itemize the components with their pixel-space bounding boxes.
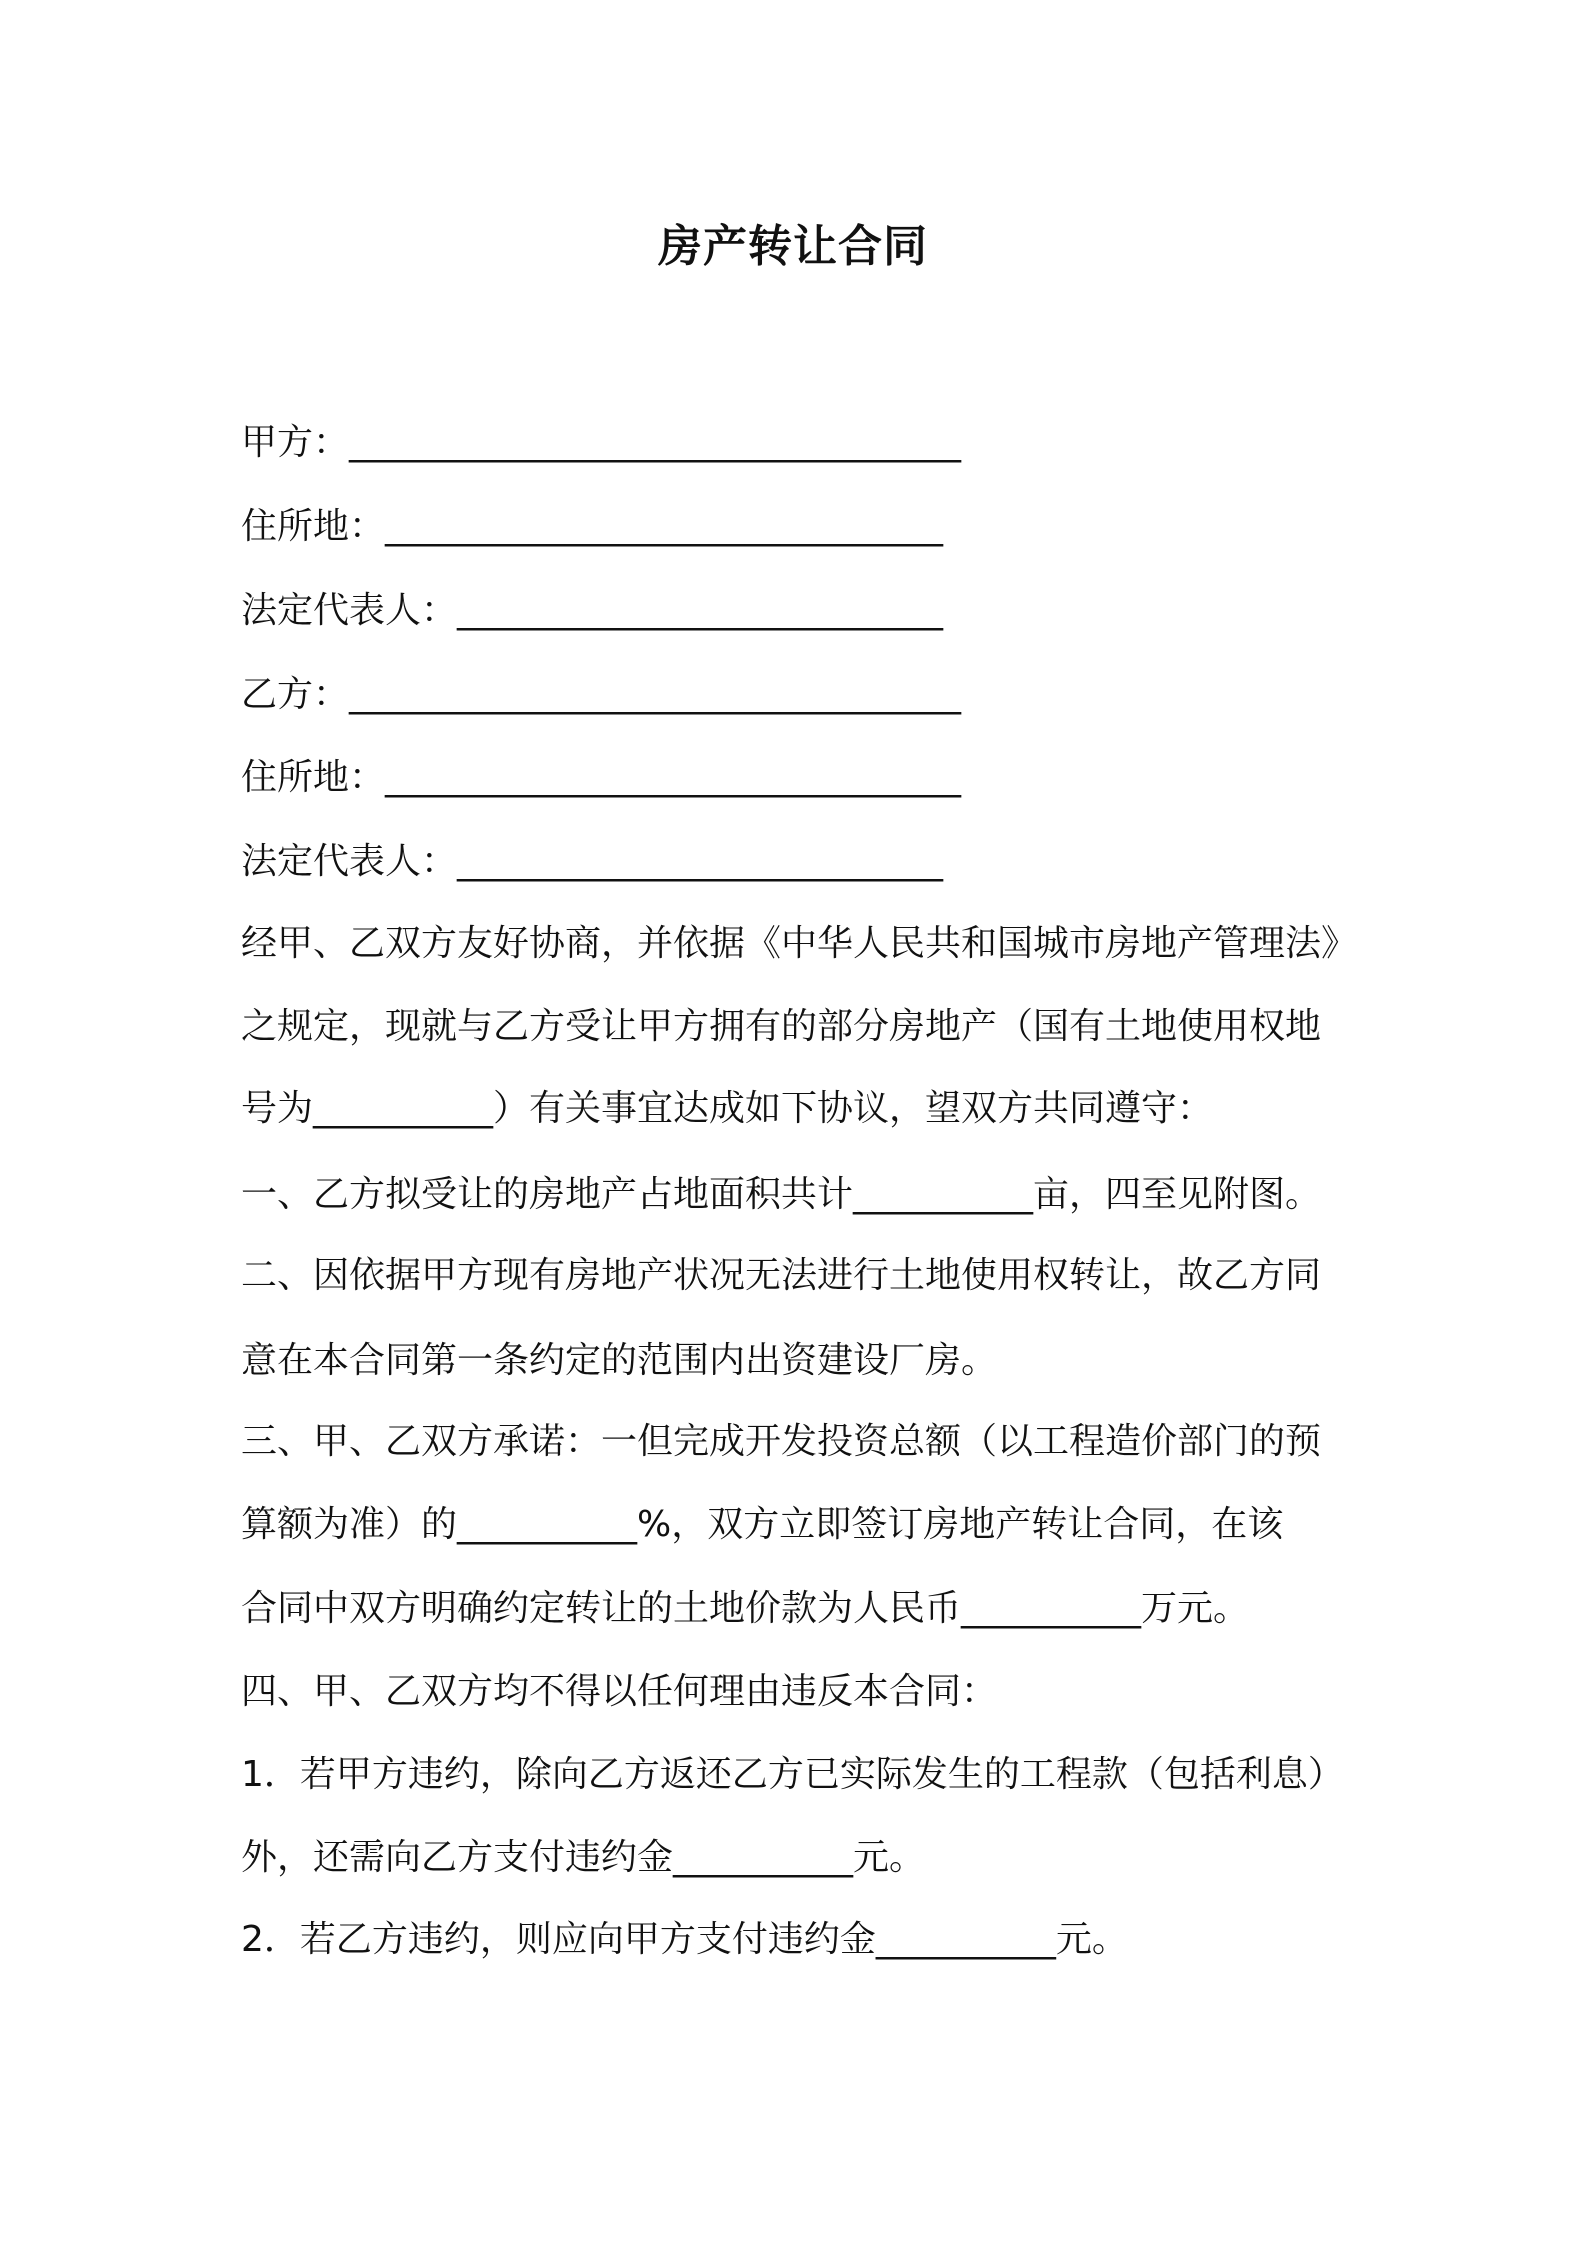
party-b-line: 乙方：__________________________________	[241, 674, 962, 715]
clause-line: 2．若乙方违约，则应向甲方支付违约金__________元。	[241, 1919, 1128, 1960]
clause-line: 1．若甲方违约，除向乙方返还乙方已实际发生的工程款（包括利息）	[241, 1754, 1344, 1795]
clause-line: 三、甲、乙双方承诺：一但完成开发投资总额（以工程造价部门的预	[241, 1421, 1322, 1462]
preamble-line: 经甲、乙双方友好协商，并依据《中华人民共和国城市房地产管理法》	[241, 923, 1358, 964]
clause-line: 合同中双方明确约定转让的土地价款为人民币__________万元。	[241, 1588, 1250, 1629]
document-title: 房产转让合同	[658, 221, 928, 272]
clause-line: 四、甲、乙双方均不得以任何理由违反本合同：	[241, 1671, 998, 1712]
clause-line: 二、因依据甲方现有房地产状况无法进行土地使用权转让，故乙方同	[241, 1255, 1322, 1296]
clause-line: 一、乙方拟受让的房地产占地面积共计__________亩，四至见附图。	[241, 1174, 1322, 1215]
party-a-address-line: 住所地：_______________________________	[241, 506, 944, 547]
party-a-line: 甲方：__________________________________	[241, 422, 962, 463]
party-b-representative-line: 法定代表人：___________________________	[241, 841, 944, 882]
party-b-address-line: 住所地：________________________________	[241, 757, 962, 798]
party-a-representative-line: 法定代表人：___________________________	[241, 590, 944, 631]
clause-line: 外，还需向乙方支付违约金__________元。	[241, 1837, 926, 1878]
clause-line: 算额为准）的__________%，双方立即签订房地产转让合同，在该	[241, 1504, 1284, 1545]
preamble-line: 之规定，现就与乙方受让甲方拥有的部分房地产（国有土地使用权地	[241, 1006, 1322, 1047]
preamble-line: 号为__________）有关事宜达成如下协议，望双方共同遵守：	[241, 1088, 1214, 1129]
clause-line: 意在本合同第一条约定的范围内出资建设厂房。	[241, 1340, 998, 1381]
